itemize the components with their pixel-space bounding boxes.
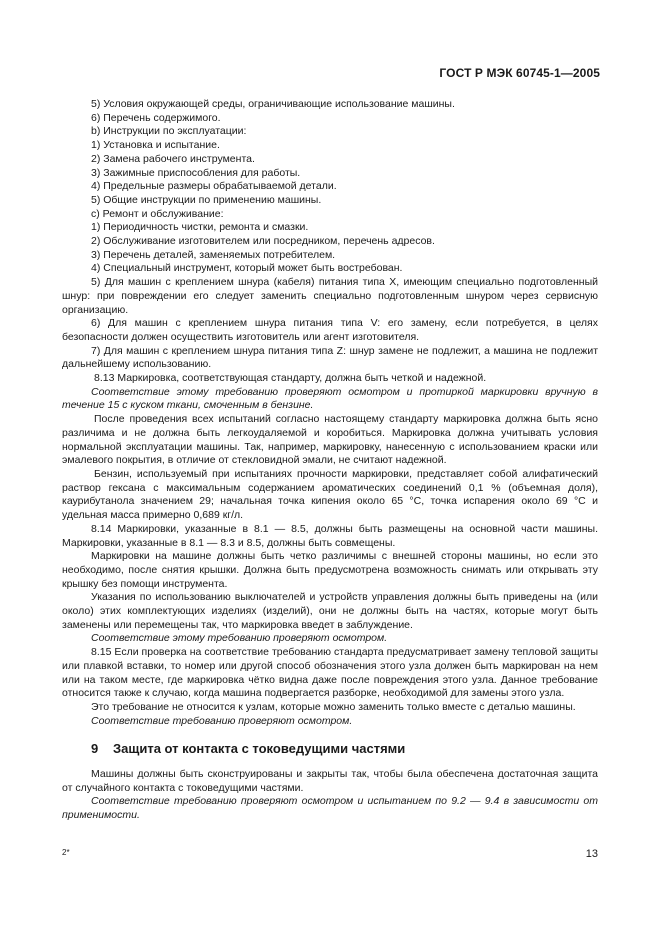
sheet-mark: 2* — [62, 848, 70, 857]
body-text — [62, 98, 598, 823]
paragraph: 1) Установка и испытание. — [91, 139, 220, 152]
section-number: 9 — [91, 741, 99, 757]
paragraph: 6) Для машин с креплением шнура питания типа V: его замену, если потребуется, в целях безопасности должен осуществить изготовитель или агент изготовителя. — [62, 317, 598, 343]
paragraph: Соответствие требованию проверяют осмотром и испытанием по 9.2 — 9.4 в зависимости от применимости. — [62, 795, 598, 822]
paragraph: Бензин, используемый при испытаниях прочности маркировки, представляет собой алифатический раствор гексана с максимальным содержанием ароматических соединений 0,1 % (объемная доля), каурибутанола значением 29; начальная точка кипения около 65 °C, точка испарения около 69 °C и удельная масса примерно 0,689 кг/л. — [62, 467, 598, 522]
section-heading — [91, 742, 598, 756]
paragraph: 8.13 Маркировка, соответствующая стандарту, должна быть четкой и надежной. — [94, 372, 487, 385]
paragraph: После проведения всех испытаний согласно настоящему стандарту маркировка должна быть ясно различима и не должна быть легкоудаляемой и коробиться. Маркировка должна учитывать условия нормальной эксплуатации машины. Так, например, маркировку, нанесенную с использованием краски или эмалевого покрытия, в отличие от стекловидной эмали, не считают надежной. — [62, 413, 598, 467]
paragraph: Указания по использованию выключателей и устройств управления должны быть приведены на (или около) этих комплектующих изделиях (изделий), они не должны быть на частях, которые могут быть заменены или перемещены так, что маркировка введет в заблуждение. — [62, 591, 598, 631]
paragraph: 5) Для машин с креплением шнура (кабеля) питания типа X, имеющим специально подготовленный шнур: при повреждении его следует заменить специально подготовленным шнуром через сервисную организацию. — [62, 276, 598, 316]
page-number: 13 — [585, 848, 598, 860]
paragraph: 7) Для машин с креплением шнура питания типа Z: шнур замене не подлежит, а машина не подлежит дальнейшему использованию. — [62, 344, 598, 371]
paragraph: 8.14 Маркировки, указанные в 8.1 — 8.5, должны быть размещены на основной части машины. Маркировки, указанные в 8.1 — 8.3 и 8.5, должны быть совмещены. — [62, 522, 598, 549]
paragraph-list-section-9 — [62, 768, 598, 823]
paragraph: 6) Перечень содержимого. — [91, 111, 221, 124]
paragraph: 8.15 Если проверка на соответствие требованию стандарта предусматривает замену тепловой защиты или плавкой вставки, то номер или другой способ обозначения этого узла должен быть маркирован на нем или на таком месте, где маркировка чётко видна даже после повреждения этого узла. Данное требование относится также к случаю, когда машина подвергается разборке, необходимой для замены этого узла. — [62, 646, 598, 700]
paragraph: 3) Зажимные приспособления для работы. — [91, 166, 301, 179]
section-title: Защита от контакта с токоведущими частями — [113, 741, 406, 757]
paragraph: Машины должны быть сконструированы и закрыты так, чтобы была обеспечена достаточная защита от случайного контакта с токоведущими частями. — [62, 768, 598, 794]
paragraph: 4) Специальный инструмент, который может быть востребован. — [91, 262, 403, 275]
paragraph-list — [62, 98, 598, 728]
paragraph: 5) Общие инструкции по применению машины. — [91, 193, 322, 206]
paragraph: c) Ремонт и обслуживание: — [91, 207, 224, 220]
paragraph: 2) Обслуживание изготовителем или посредником, перечень адресов. — [91, 235, 435, 248]
paragraph: Это требование не относится к узлам, которые можно заменить только вместе с деталью машины. — [91, 700, 576, 713]
paragraph: 1) Периодичность чистки, ремонта и смазки. — [91, 221, 309, 234]
paragraph: Маркировки на машине должны быть четко различимы с внешней стороны машины, но если это необходимо, после снятия крышки. Должна быть предусмотрена возможность снимать или открывать эту крышку без помощи инструмента. — [62, 550, 598, 590]
standard-id-header: ГОСТ Р МЭК 60745-1—2005 — [439, 66, 600, 80]
paragraph: 2) Замена рабочего инструмента. — [91, 152, 255, 165]
paragraph: Соответствие этому требованию проверяют осмотром. — [91, 632, 388, 645]
paragraph: 3) Перечень деталей, заменяемых потребителем. — [91, 248, 336, 261]
paragraph: Соответствие этому требованию проверяют осмотром и протиркой маркировки вручную в течение 15 с куском ткани, смоченным в бензине. — [62, 385, 598, 412]
paragraph: b) Инструкции по эксплуатации: — [91, 125, 247, 138]
paragraph: 4) Предельные размеры обрабатываемой детали. — [91, 180, 337, 193]
paragraph: 5) Условия окружающей среды, ограничивающие использование машины. — [91, 98, 455, 110]
paragraph: Соответствие требованию проверяют осмотром. — [91, 714, 353, 727]
